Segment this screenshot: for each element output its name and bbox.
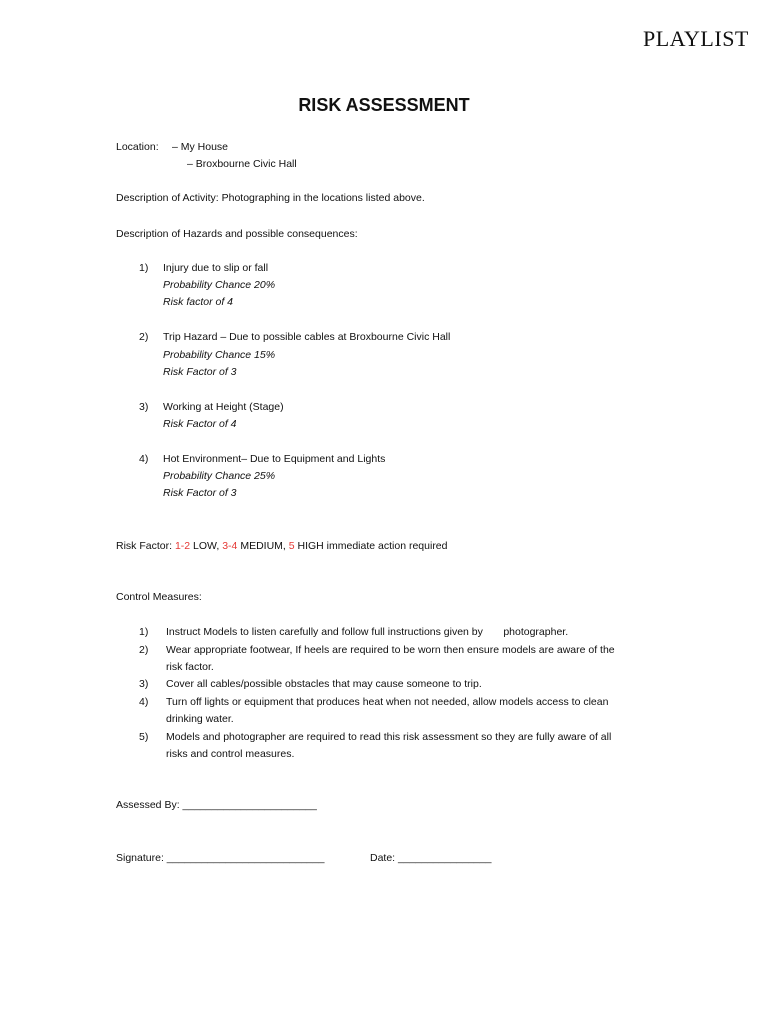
control-5-number: 5) bbox=[139, 731, 149, 743]
control-1-number: 1) bbox=[139, 626, 149, 638]
control-3-number: 3) bbox=[139, 678, 149, 690]
risk-factor-label: Risk Factor: bbox=[116, 540, 175, 552]
control-4-number: 4) bbox=[139, 696, 149, 708]
risk-medium-range: 3-4 bbox=[222, 540, 238, 552]
risk-factor-legend bbox=[116, 540, 448, 552]
hazard-2-probability: Probability Chance 15% bbox=[163, 349, 276, 361]
hazard-4-risk-factor: Risk Factor of 3 bbox=[163, 487, 237, 499]
risk-medium-text: MEDIUM, bbox=[237, 540, 289, 552]
control-4-text-line-1: Turn off lights or equipment that produces heat when not needed, allow models access to clean bbox=[166, 696, 609, 708]
hazard-1-probability: Probability Chance 20% bbox=[163, 279, 276, 291]
control-2-text-line-1: Wear appropriate footwear, If heels are required to be worn then ensure models are aware of the bbox=[166, 644, 615, 656]
control-measures-heading: Control Measures: bbox=[116, 591, 202, 603]
control-3-text: Cover all cables/possible obstacles that may cause someone to trip. bbox=[166, 678, 482, 690]
control-5-text-line-1: Models and photographer are required to read this risk assessment so they are fully aware of all bbox=[166, 731, 612, 743]
location-item-2: – Broxbourne Civic Hall bbox=[187, 158, 297, 170]
logo: PLAYLIST bbox=[643, 26, 749, 51]
risk-high-range: 5 bbox=[288, 540, 295, 552]
hazard-4-number: 4) bbox=[139, 453, 149, 465]
date-field: Date: ________________ bbox=[370, 852, 492, 864]
hazard-4-title: Hot Environment– Due to Equipment and Lights bbox=[163, 453, 386, 465]
hazard-2-title: Trip Hazard – Due to possible cables at Broxbourne Civic Hall bbox=[163, 331, 451, 343]
signature-field: Signature: ___________________________ bbox=[116, 852, 325, 864]
hazards-heading: Description of Hazards and possible consequences: bbox=[116, 228, 358, 240]
hazard-2-number: 2) bbox=[139, 331, 149, 343]
hazard-3-number: 3) bbox=[139, 401, 149, 413]
location-item-1: – My House bbox=[172, 141, 229, 153]
assessed-by-field: Assessed By: _______________________ bbox=[116, 799, 317, 811]
activity-description: Description of Activity: Photographing in the locations listed above. bbox=[116, 192, 425, 204]
risk-low-text: LOW, bbox=[190, 540, 223, 552]
control-4-text-line-2: drinking water. bbox=[166, 713, 234, 725]
risk-low-range: 1-2 bbox=[174, 540, 191, 552]
control-2-text-line-2: risk factor. bbox=[166, 661, 214, 673]
hazard-1-number: 1) bbox=[139, 262, 149, 274]
hazard-3-title: Working at Height (Stage) bbox=[163, 401, 284, 413]
hazard-1-risk-factor: Risk factor of 4 bbox=[163, 296, 234, 308]
hazard-2-risk-factor: Risk Factor of 3 bbox=[163, 366, 237, 378]
hazard-1-title: Injury due to slip or fall bbox=[163, 262, 269, 274]
control-5-text-line-2: risks and control measures. bbox=[166, 748, 295, 760]
risk-high-text: HIGH immediate action required bbox=[294, 540, 448, 552]
hazard-4-probability: Probability Chance 25% bbox=[163, 470, 276, 482]
page-title: RISK ASSESSMENT bbox=[298, 95, 470, 115]
control-2-number: 2) bbox=[139, 644, 149, 656]
hazard-3-risk-factor: Risk Factor of 4 bbox=[163, 418, 237, 430]
location-label: Location: bbox=[116, 141, 159, 153]
control-1-text: Instruct Models to listen carefully and follow full instructions given by photographer. bbox=[166, 626, 569, 638]
